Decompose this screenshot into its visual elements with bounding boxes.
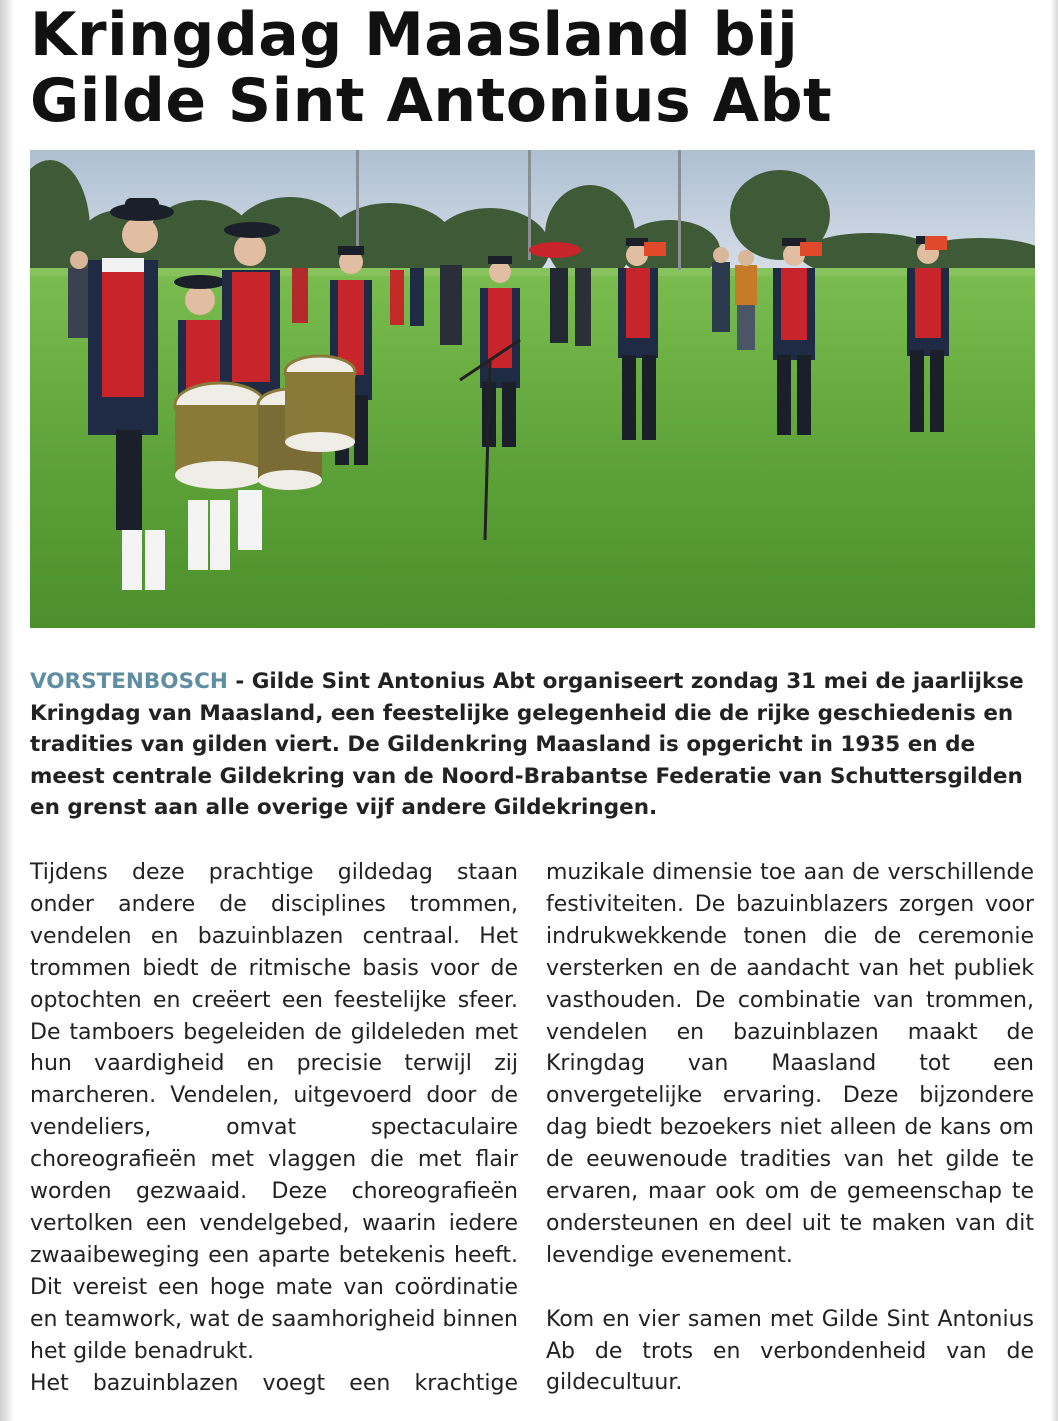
body-paragraph-2-continued: muzikale dimensie toe aan de verschillende festiviteiten. De bazuinblazers zorgen voor indrukwekkende tonen die de ceremonie versterken en de aandacht van het publiek vasthouden. De combinatie van trommen, vendelen en bazuinblazen maakt de Kringdag van Maasland tot een onvergetelijke ervaring. Deze bijzondere dag biedt bezoekers niet alleen de kans om de eeuwenoude tradities van het gilde te ervaren, maar ook om de gemeenschap te ondersteunen en deel uit te maken van dit levendige evenement. [546,860,1034,1268]
headline-line-2: Gilde Sint Antonius Abt [30,66,833,136]
body-column-left [30,857,518,1399]
headline-line-1: Kringdag Maasland bij [30,0,799,70]
page-edge-left [0,0,14,1421]
lead-separator: - [227,669,252,694]
body-paragraph-2-start: Het bazuinblazen voegt een krachtige [30,1370,518,1396]
body-paragraph-1: Tijdens deze prachtige gildedag staan onder andere de disciplines trommen, vendelen en bazuinblazen centraal. Het trommen biedt de ritmische basis voor de optochten en creëert een feestelijke sfeer. De tamboers begeleiden de gildeleden met hun vaardigheid en precisie terwijl zij marcheren. Vendelen, uitgevoerd door de vendeliers, omvat spectaculaire choreografieën met vlaggen die met flair worden gezwaaid. Deze choreografieën vertolken een vendelgebed, waarin iedere zwaaibeweging een aparte betekenis heeft. Dit vereist een hoge mate van coördinatie en teamwork, wat de saamhorigheid binnen het gilde benadrukt. [30,860,518,1364]
article-photo [30,150,1035,628]
article-dateline: VORSTENBOSCH [30,669,228,694]
article-lead [30,666,1030,824]
lead-text: Gilde Sint Antonius Abt organiseert zondag 31 mei de jaarlijkse Kringdag van Maasland, een feestelijke gelegenheid die de rijke geschiedenis en tradities van gilden viert. De Gildenkring Maasland is opgericht in 1935 en de meest centrale Gildekring van de Noord-Brabantse Federatie van Schuttersgilden en grenst aan alle overige vijf andere Gildekringen. [30,669,1024,821]
article-headline [30,2,1020,134]
paragraph-gap [546,1272,1034,1304]
page-edge-right [1050,0,1058,1421]
body-column-right [546,857,1034,1399]
body-paragraph-closing: Kom en vier samen met Gilde Sint Antonius Ab de trots en verbondenheid van de gildecultuur. [546,1306,1034,1396]
